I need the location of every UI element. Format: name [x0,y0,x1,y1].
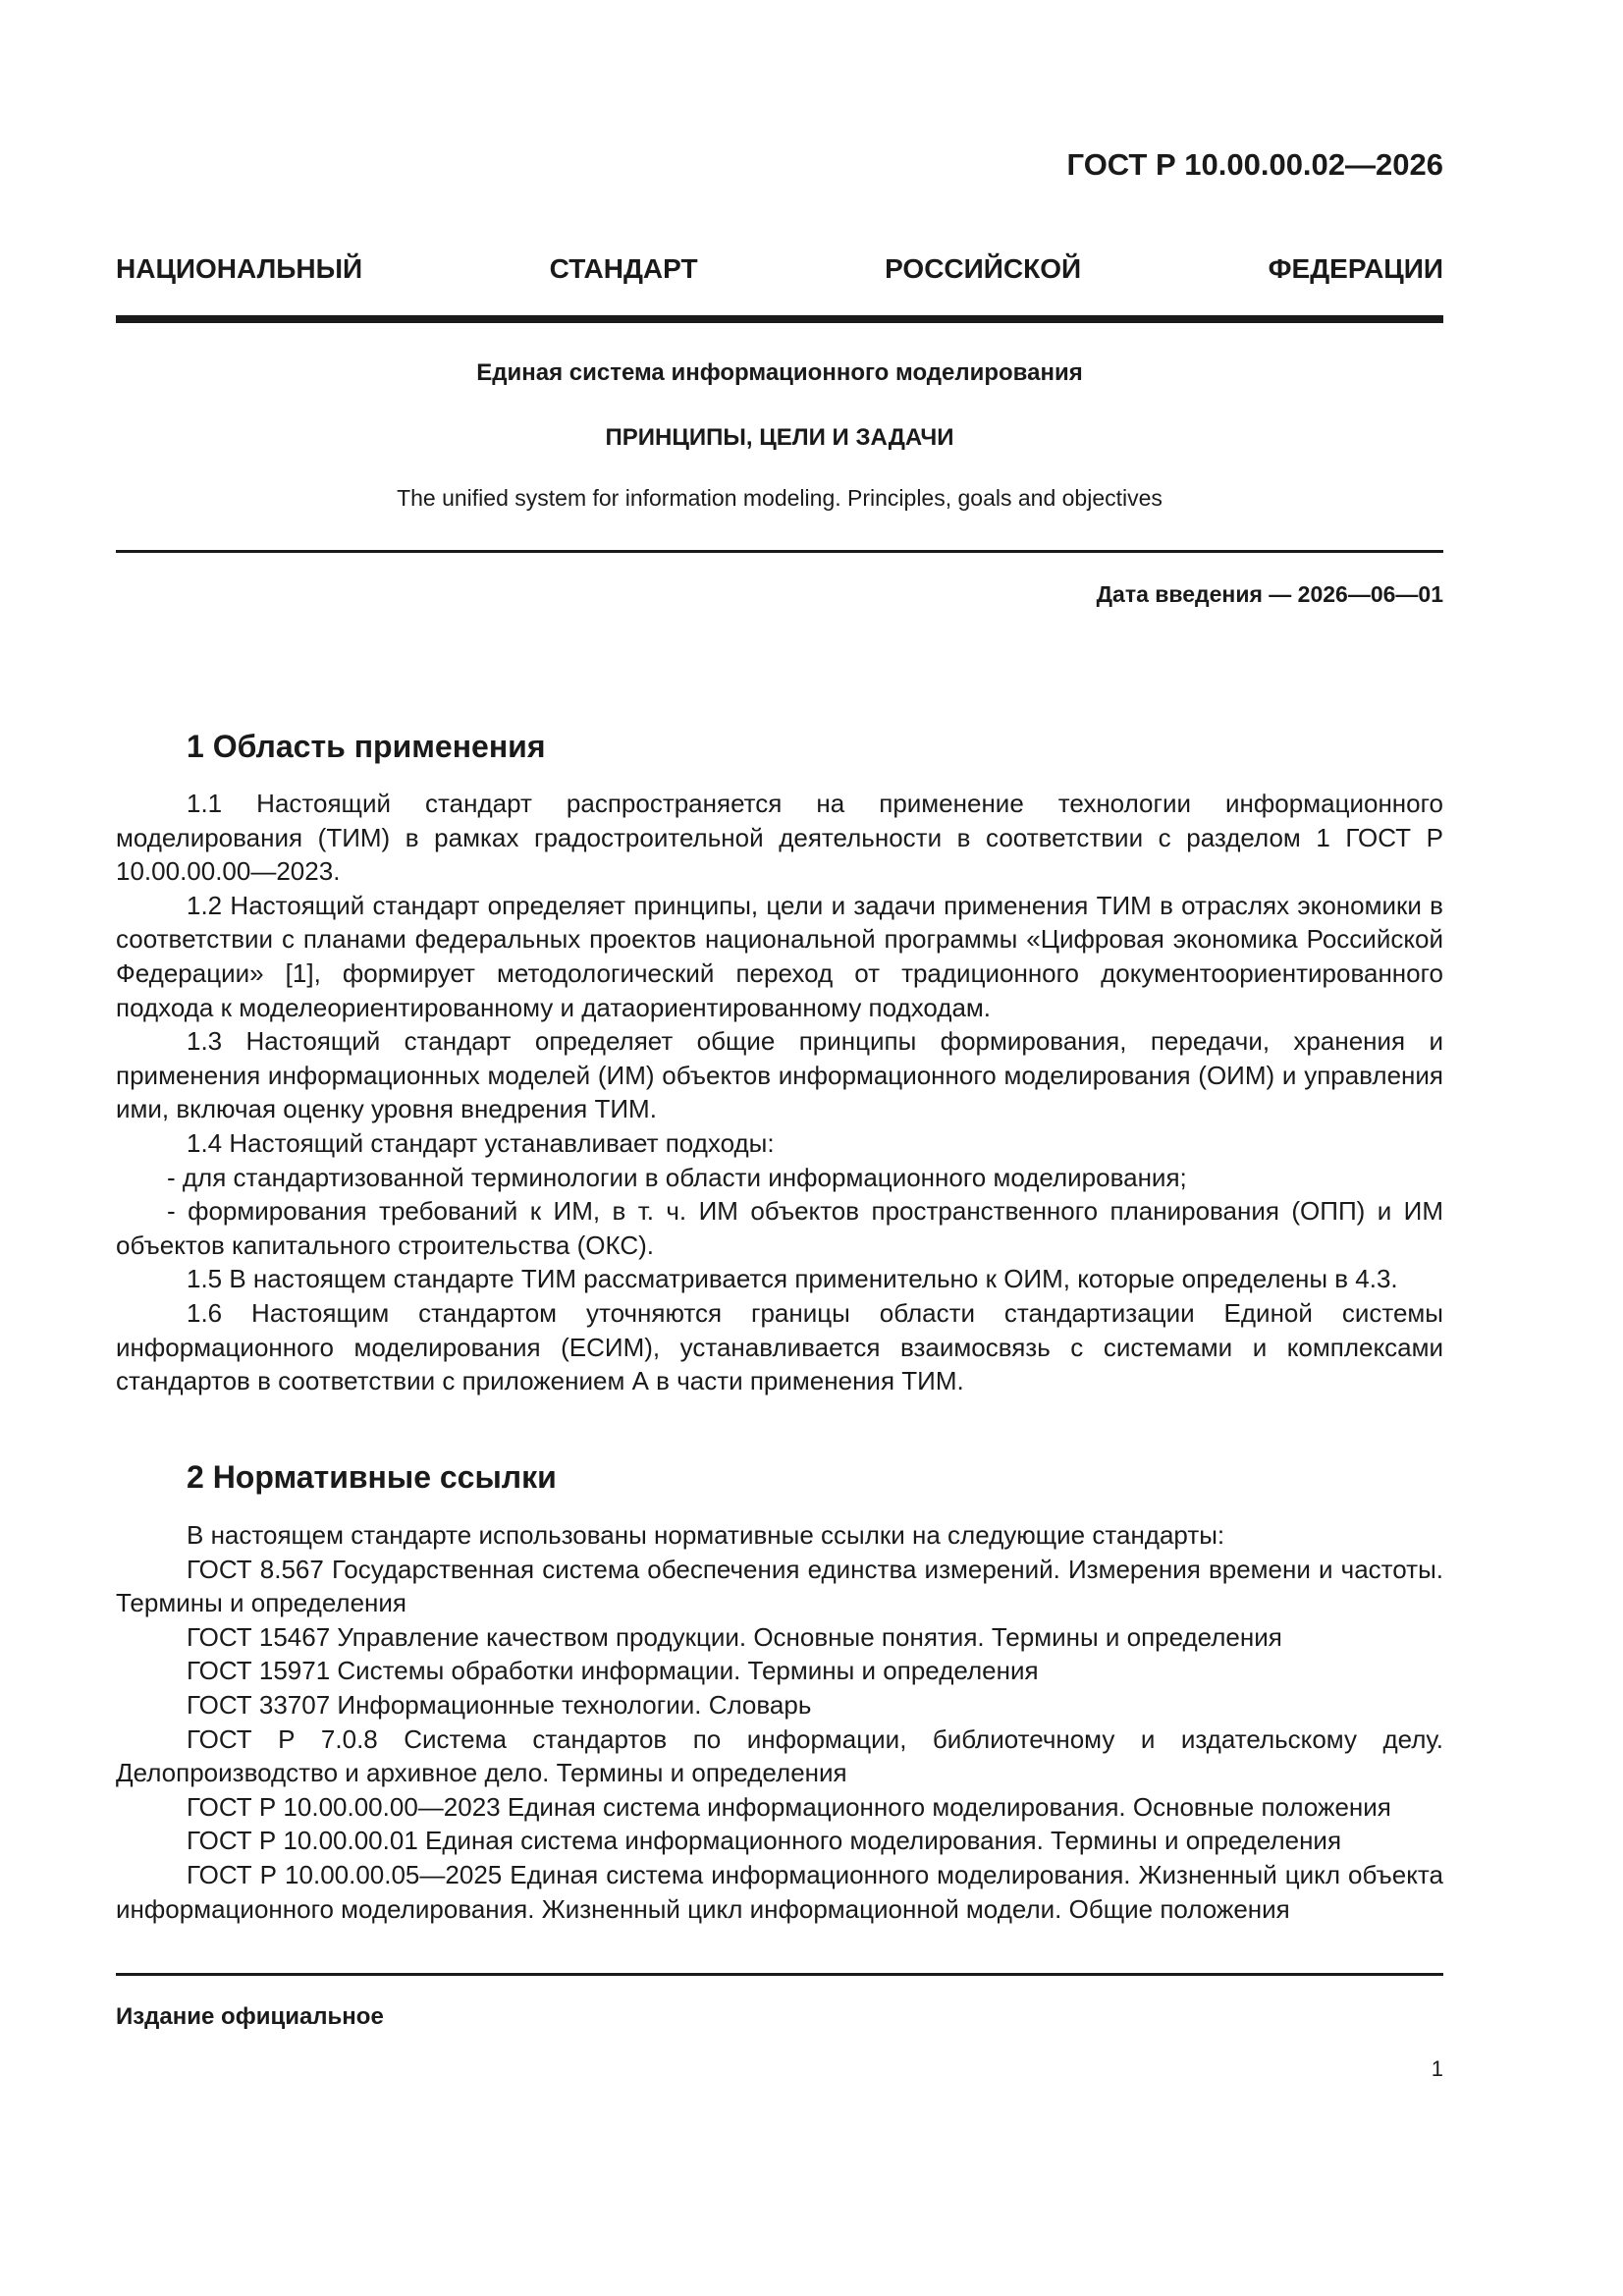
header-thick-rule [116,315,1443,323]
paragraph-1-3: 1.3 Настоящий стандарт определяет общие принципы формирования, передачи, хранения и применения информационных моделей (ИМ) объектов информационного моделирования (ОИМ) и управления ими, включая оценку уровня внедрения ТИМ. [116,1026,1443,1124]
section-1-heading: 1 Область применения [187,729,546,764]
reference-item: ГОСТ Р 10.00.00.05—2025 Единая система информационного моделирования. Жизненный цикл объекта информационного моделирования. Жизненный цикл информационной модели. Общие положения [116,1859,1443,1924]
list-item: - для стандартизованной терминологии в области информационного моделирования; [167,1162,1187,1192]
section-2-intro: В настоящем стандарте использованы нормативные ссылки на следующие стандарты: [187,1520,1225,1550]
english-title: The unified system for information modeling. Principles, goals and objectives [397,485,1163,511]
reference-item: ГОСТ 33707 Информационные технологии. Словарь [187,1689,812,1720]
page-number: 1 [1431,2056,1443,2081]
reference-item: ГОСТ Р 10.00.00.00—2023 Единая система информационного моделирования. Основные положения [187,1791,1391,1822]
paragraph-1-5: 1.5 В настоящем стандарте ТИМ рассматривается применительно к ОИМ, которые определены в 4.3. [187,1264,1398,1294]
footer-divider [116,1973,1443,1976]
section-2-heading: 2 Нормативные ссылки [187,1459,557,1495]
document-code: ГОСТ Р 10.00.00.02—2026 [1066,147,1443,182]
paragraph-1-1: 1.1 Настоящий стандарт распространяется на применение технологии информационного моделирования (ТИМ) в рамках градостроительной деятельности в соответствии с разделом 1 ГОСТ Р 10.00.00.00—2023. [116,789,1443,887]
section-1-body [116,787,1443,1398]
title-divider [116,550,1443,553]
system-title: Единая система информационного моделирования [476,359,1083,386]
paragraph-1-2: 1.2 Настоящий стандарт определяет принципы, цели и задачи применения ТИМ в отраслях экономики в соответствии с планами федеральных проектов национальной программы «Цифровая экономика Российской Федерации» [1], формирует методологический переход от традиционного документоориентированного подхода к моделеориентированному и датаориентированному подходам. [116,890,1443,1022]
edition-label: Издание официальное [116,2003,384,2030]
section-2-body [116,1518,1443,1926]
reference-item: ГОСТ 8.567 Государственная система обеспечения единства измерений. Измерения времени и частоты. Термины и определения [116,1554,1443,1618]
banner-word: НАЦИОНАЛЬНЫЙ [116,253,363,284]
paragraph-1-6: 1.6 Настоящим стандартом уточняются границы области стандартизации Единой системы информационного моделирования (ЕСИМ), устанавливается взаимосвязь с системами и комплексами стандартов в соответствии с приложением А в части применения ТИМ. [116,1297,1443,1396]
banner-word: СТАНДАРТ [549,253,698,284]
list-item: - формирования требований к ИМ, в т. ч. ИМ объектов пространственного планирования (ОПП) и ИМ объектов капитального строительства (ОКС). [116,1196,1443,1260]
paragraph-1-4: 1.4 Настоящий стандарт устанавливает подходы: [187,1127,775,1158]
national-standard-banner [116,253,1443,285]
reference-item: ГОСТ Р 10.00.00.01 Единая система информационного моделирования. Термины и определения [187,1826,1342,1856]
reference-item: ГОСТ Р 7.0.8 Система стандартов по информации, библиотечному и издательскому делу. Делопроизводство и архивное дело. Термины и определения [116,1723,1443,1788]
banner-word: РОССИЙСКОЙ [885,253,1082,284]
introduction-date: Дата введения — 2026—06—01 [1096,581,1443,607]
reference-item: ГОСТ 15467 Управление качеством продукции. Основные понятия. Термины и определения [187,1621,1282,1652]
banner-word: ФЕДЕРАЦИИ [1268,253,1443,284]
reference-item: ГОСТ 15971 Системы обработки информации. Термины и определения [187,1656,1039,1686]
main-title: ПРИНЦИПЫ, ЦЕЛИ И ЗАДАЧИ [605,424,954,451]
